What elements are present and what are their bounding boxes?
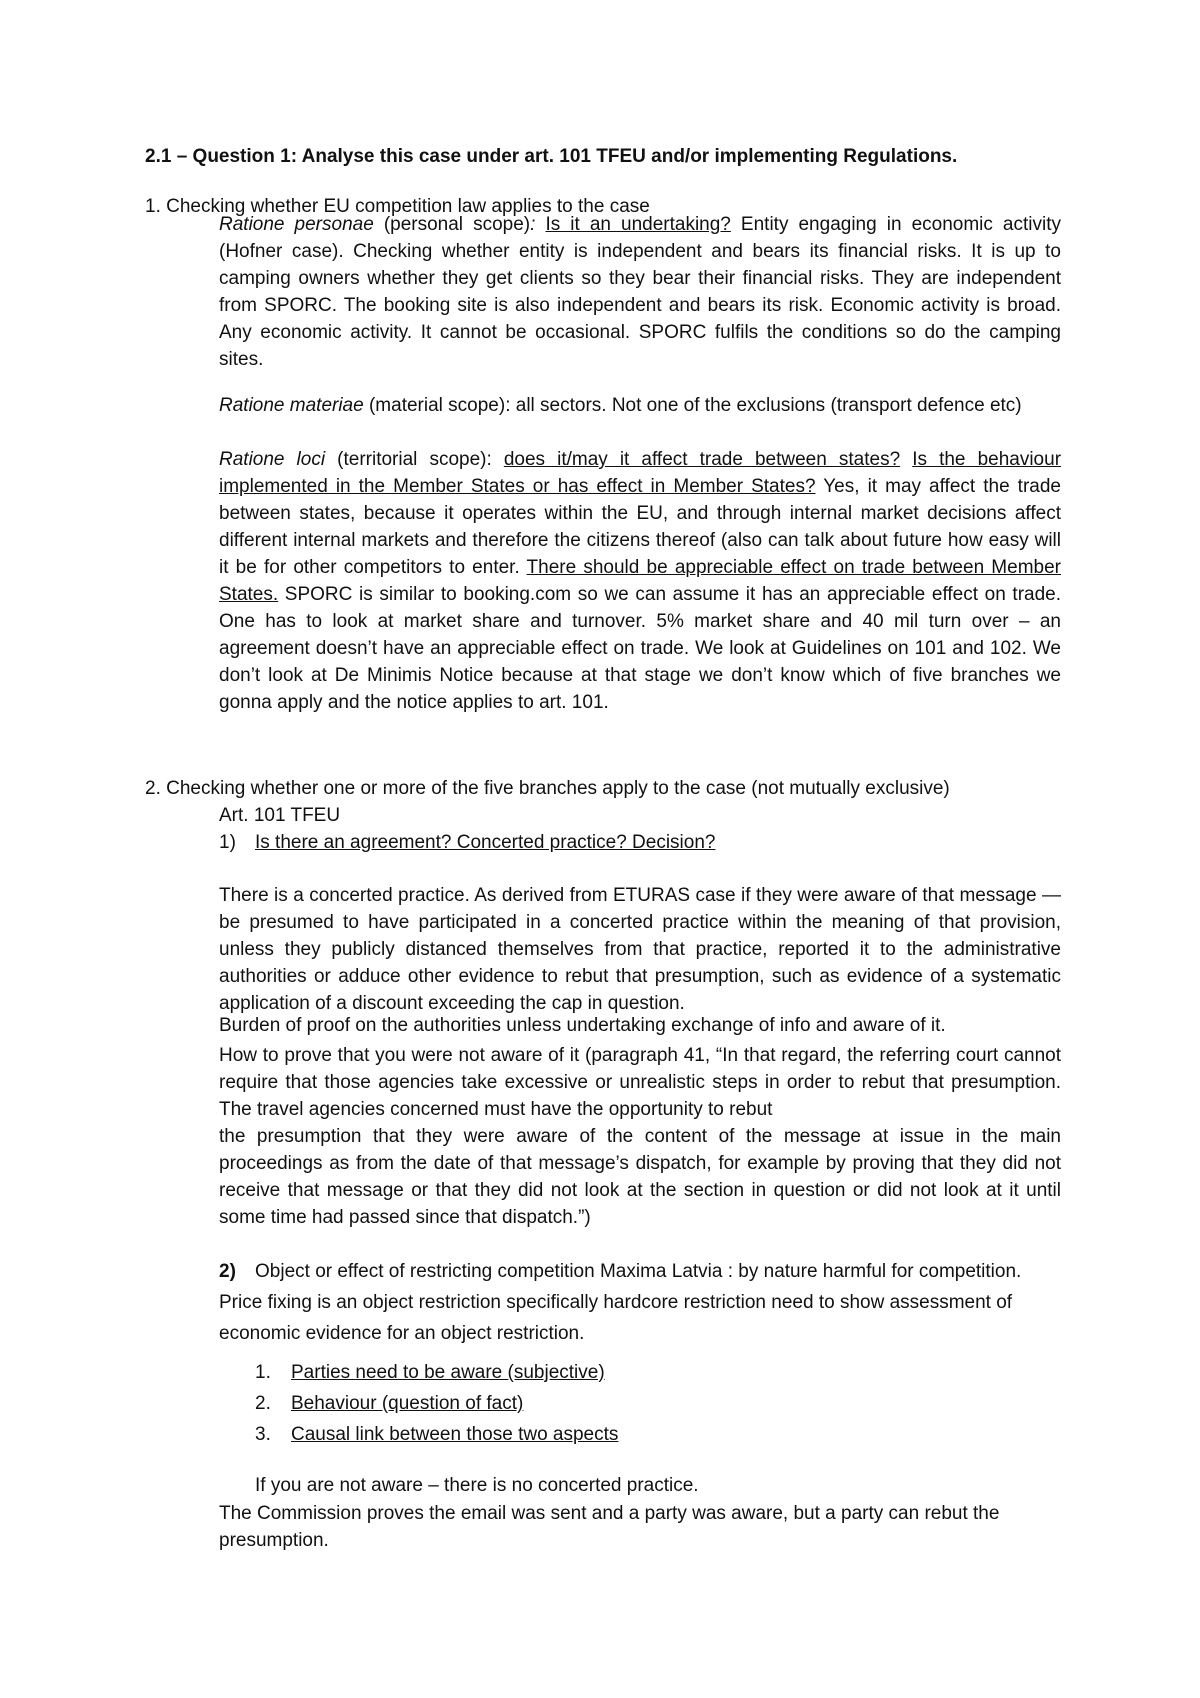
subitem-3-text: Causal link between those two aspects — [291, 1424, 619, 1445]
burden-of-proof: Burden of proof on the authorities unless undertaking exchange of info and aware of it. — [219, 1015, 946, 1036]
ratione-personae-paragraph — [219, 205, 1061, 373]
awareness-paragraph — [219, 1042, 1061, 1123]
item2 — [219, 1256, 1061, 1349]
ratione-loci-label: Ratione loci — [219, 449, 326, 470]
item1 — [219, 832, 715, 854]
awareness-text-a: How to prove that you were not aware of it (paragraph 41, “In that regard, the referring court cannot require that those agencies take excessive or unrealistic steps in order to rebut that presumption. The travel agencies concerned must have the opportunity to rebut — [219, 1045, 1061, 1120]
commission-statement: The Commission proves the email was sent and a party was aware, but a party can rebut the presumption. — [219, 1503, 1000, 1551]
presumption-paragraph: the presumption that they were aware of the content of the message at issue in the main proceedings as from the date of that message’s dispatch, for example by proving that they did not receive that message or that they did not look at the section in question or did not look at it until some time had passed since that dispatch.”) — [219, 1126, 1061, 1228]
subitem-2-text: Behaviour (question of fact) — [291, 1393, 524, 1414]
loci-body-1: Yes, it may affect the trade between states, because it operates within the EU, and through internal market decisions affect different internal markets and therefore the citizens thereof (also can talk about future how easy will it be for other competitors to enter. — [219, 476, 1061, 578]
subitem-3 — [255, 1424, 618, 1446]
personae-body: Entity engaging in economic activity (Hofner case). Checking whether entity is independent and bears its financial risks. It is up to camping owners whether they get clients so they bear their financial risks. They are independent from SPORC. The booking site is also independent and bears its risk. Economic activity is broad. Any economic activity. It cannot be occasional. SPORC fulfils the conditions so do the camping sites. — [219, 214, 1061, 370]
document-title: 2.1 – Question 1: Analyse this case under art. 101 TFEU and/or implementing Regulations. — [145, 146, 958, 167]
ratione-loci-paragraph — [219, 446, 1061, 716]
undertaking-question: Is it an undertaking? — [545, 214, 731, 235]
subitem-2 — [255, 1393, 523, 1415]
subitem-3-number: 3. — [255, 1424, 271, 1445]
materiae-body: (material scope): all sectors. Not one of the exclusions (transport defence etc) — [363, 395, 1022, 416]
subitem-1-number: 1. — [255, 1362, 271, 1383]
ratione-personae-label: Ratione personae — [219, 214, 374, 235]
item2-number: 2) — [219, 1261, 236, 1282]
section2-heading: 2. Checking whether one or more of the five branches apply to the case (not mutually exclusive) — [145, 778, 950, 799]
loci-body-2: SPORC is similar to booking.com so we can assume it has an appreciable effect on trade. One has to look at market share and turnover. 5% market share and 40 mil turn over – an agreement doesn’t have an appreciable effect on trade. We look at Guidelines on 101 and 102. We don’t look at De Minimis Notice because at that stage we don’t know which of five branches we gonna apply and the notice applies to art. 101. — [219, 584, 1061, 713]
personae-scope-text: (personal scope) — [373, 214, 531, 235]
concerted-practice-paragraph: There is a concerted practice. As derived from ETURAS case if they were aware of that message — be presumed to have participated in a concerted practice within the meaning of that provision, unless they publicly distanced themselves from that practice, reported it to the administrative authorities or adduce other evidence to rebut that presumption, such as evidence of a systematic application of a discount exceeding the cap in question. — [219, 885, 1061, 1014]
loci-scope-text: (territorial scope): — [325, 449, 504, 470]
personae-colon: : — [530, 214, 536, 235]
subitem-1-text: Parties need to be aware (subjective) — [291, 1362, 605, 1383]
article-label: Art. 101 TFEU — [219, 805, 341, 826]
item1-text: Is there an agreement? Concerted practice? Decision? — [255, 832, 716, 853]
section1-heading: 1. Checking whether EU competition law applies to the case — [145, 196, 650, 217]
appreciable-effect-statement: There should be appreciable effect on trade between Member States. — [219, 557, 1061, 605]
ratione-materiae-label: Ratione materiae — [219, 395, 364, 416]
not-aware-statement: If you are not aware – there is no concerted practice. — [255, 1475, 699, 1496]
ratione-materiae-paragraph — [219, 392, 1061, 419]
trade-question: does it/may it affect trade between states? — [503, 449, 901, 470]
subitem-1 — [255, 1362, 605, 1384]
behaviour-question: Is the behaviour implemented in the Member States or has effect in Member States? — [219, 449, 1062, 497]
item2-text: Object or effect of restricting competition Maxima Latvia : by nature harmful for competition. Price fixing is an object restriction specifically hardcore restriction need to show assessment of economic evidence for an object restriction. — [219, 1261, 1022, 1344]
subitem-2-number: 2. — [255, 1393, 271, 1414]
item1-number: 1) — [219, 832, 236, 853]
